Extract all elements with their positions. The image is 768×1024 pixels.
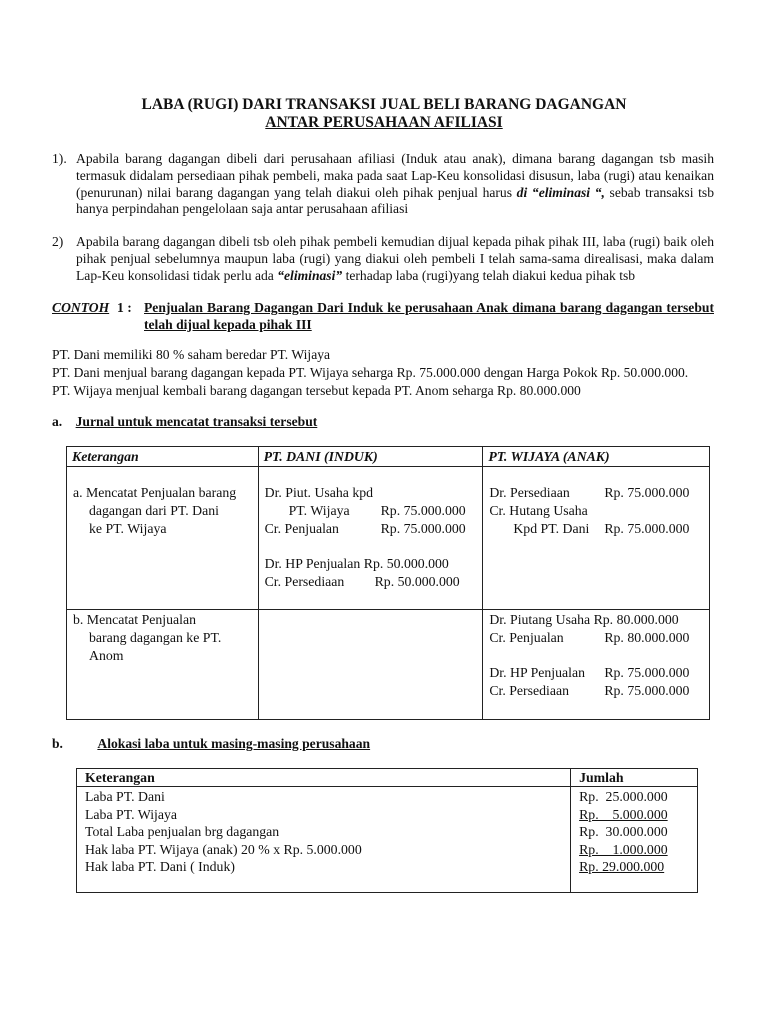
journal-row-b [67, 610, 710, 720]
journal-entry-label: Dr. HP Penjualan [264, 556, 361, 571]
journal-header-keterangan: Keterangan [67, 447, 259, 467]
journal-entry-amount: Rp. 75.000.000 [380, 503, 466, 518]
journal-entry [489, 664, 703, 682]
allocation-label: Total Laba penjualan brg dagangan [85, 824, 280, 839]
journal-entry [265, 520, 477, 538]
journal-entry-amount: Rp. 75.000.000 [380, 521, 466, 536]
point-1-number: 1). [52, 151, 67, 166]
document-title [0, 96, 768, 131]
point-1-text [52, 151, 714, 218]
journal-entry [489, 629, 703, 647]
journal-entry-amount: Rp. 80.000.000 [593, 612, 679, 627]
journal-row-b-desc-line: barang dagangan ke PT. [89, 630, 222, 645]
allocation-amount [579, 841, 689, 859]
allocation-body-row [77, 787, 698, 893]
point-1-emphasis: di “eliminasi “, [516, 184, 605, 200]
journal-entry-label: Cr. Persediaan [489, 683, 570, 698]
journal-entry-label: Kpd PT. Dani [513, 521, 590, 536]
journal-entry-label: Cr. Hutang Usaha [489, 503, 588, 518]
journal-row-a-desc-line: dagangan dari PT. Dani [89, 503, 220, 518]
journal-entry-label: Dr. Piutang Usaha [489, 612, 591, 627]
example-label: CONTOH [52, 300, 110, 315]
example-heading [52, 299, 714, 335]
allocation-amount: Rp. 30.000.000 [579, 824, 668, 839]
journal-entry-label: PT. Wijaya [288, 503, 350, 518]
allocation-amount-underlined: Rp. 1.000.000 [579, 841, 668, 857]
allocation-header-jumlah: Jumlah [571, 769, 698, 787]
allocation-header-row [77, 769, 698, 787]
journal-header-dani: PT. DANI (INDUK) [258, 447, 483, 467]
allocation-label: Laba PT. Dani [85, 789, 165, 804]
allocation-label: Laba PT. Wijaya [85, 806, 178, 822]
point-1-text-before: Apabila barang dagangan dibeli dari perusahaan afiliasi (Induk atau anak), dimana barang dagangan tsb masih termasuk didalam persediaan pihak pembeli, maka pada saat Lap-Keu konsolidasi disusun, laba (rugi) atau kenaikan (penurunan) nilai barang dagangan yang telah diakui oleh pihak penjual harus [76, 151, 714, 200]
fact-1: PT. Dani memiliki 80 % saham beredar PT. Wijaya [52, 347, 331, 362]
example-description: Penjualan Barang Dagangan Dari Induk ke perusahaan Anak dimana barang dagangan tersebut telah dijual kepada pihak III [144, 300, 714, 332]
section-b-heading [52, 735, 370, 752]
point-2-number: 2) [52, 234, 64, 249]
fact-3: PT. Wijaya menjual kembali barang dagangan tersebut kepada PT. Anom seharga Rp. 80.000.000 [52, 383, 581, 398]
journal-entry-label: Dr. Piut. Usaha kpd [264, 485, 374, 500]
journal-entry [265, 555, 477, 573]
allocation-amount [579, 806, 689, 824]
journal-entry-label: Dr. Persediaan [489, 485, 570, 500]
point-2-text [52, 234, 714, 284]
section-b-letter: b. [52, 736, 63, 751]
journal-entry [489, 484, 703, 502]
allocation-amount [579, 858, 689, 876]
allocation-label: Hak laba PT. Dani ( Induk) [85, 859, 235, 874]
journal-entry-label: Dr. HP Penjualan [489, 665, 586, 680]
fact-2: PT. Dani menjual barang dagangan kepada PT. Wijaya seharga Rp. 75.000.000 dengan Harga Pokok Rp. 50.000.000. [52, 365, 689, 380]
title-line-1: LABA (RUGI) DARI TRANSAKSI JUAL BELI BARANG DAGANGAN [141, 96, 627, 113]
journal-entry [489, 520, 703, 538]
journal-entry-amount: Rp. 75.000.000 [604, 485, 690, 500]
section-a-heading [52, 413, 317, 430]
journal-entry-amount: Rp. 75.000.000 [604, 665, 690, 680]
journal-table [66, 446, 710, 720]
allocation-amounts [571, 787, 698, 893]
journal-row-b-wijaya [483, 610, 710, 720]
point-1 [52, 151, 714, 218]
point-1-text-after: sebab transaksi tsb hanya perpindahan pengelolaan saja antar perusahaan afiliasi [76, 184, 714, 217]
journal-header-wijaya: PT. WIJAYA (ANAK) [483, 447, 710, 467]
example-number: 1 : [117, 300, 132, 315]
journal-row-b-keterangan [67, 610, 259, 720]
allocation-amount-underlined: Rp. 29.000.000 [579, 859, 665, 874]
journal-entry-amount: Rp. 50.000.000 [374, 574, 460, 589]
allocation-header-keterangan: Keterangan [77, 769, 571, 787]
allocation-labels [77, 787, 571, 893]
journal-row-a-dani [258, 467, 483, 610]
journal-header-row [67, 447, 710, 467]
journal-spacer [489, 647, 703, 664]
journal-entry-amount: Rp. 80.000.000 [604, 630, 690, 645]
journal-entry [265, 573, 477, 591]
allocation-amount-underlined: Rp. 5.000.000 [579, 806, 668, 822]
journal-entry-label: Cr. Penjualan [264, 521, 339, 536]
journal-row-a-desc-line: a. Mencatat Penjualan barang [73, 485, 237, 500]
journal-spacer [265, 538, 477, 555]
section-a-title: Jurnal untuk mencatat transaksi tersebut [75, 414, 318, 429]
journal-entry [489, 682, 703, 700]
point-2-text-before: Apabila barang dagangan dibeli tsb oleh pihak pembeli kemudian dijual kepada pihak pihak III, laba (rugi) baik oleh pihak penjual sebelumnya maupun laba (rugi) yang diakui oleh pembeli I telah sama-sama direalisasi, maka dalam Lap-Keu konsolidasi tidak perlu ada [76, 234, 714, 283]
journal-entry-amount: Rp. 75.000.000 [604, 683, 690, 698]
journal-row-a-wijaya [483, 467, 710, 610]
journal-row-a-desc-line: ke PT. Wijaya [89, 521, 167, 536]
journal-row-a [67, 467, 710, 610]
title-line-2: ANTAR PERUSAHAAN AFILIASI [265, 114, 503, 131]
journal-entry [489, 611, 703, 629]
point-2-text-after: terhadap laba (rugi)yang telah diakui kedua pihak tsb [342, 267, 636, 283]
point-2-emphasis: “eliminasi” [277, 267, 343, 283]
journal-entry [265, 484, 477, 502]
journal-entry [489, 502, 703, 520]
allocation-label: Hak laba PT. Wijaya (anak) 20 % x Rp. 5.000.000 [85, 841, 362, 857]
section-a-letter: a. [52, 414, 63, 429]
journal-entry-label: Cr. Penjualan [489, 630, 564, 645]
journal-row-b-desc-line: b. Mencatat Penjualan [73, 612, 196, 627]
journal-entry-label: Cr. Persediaan [264, 574, 345, 589]
allocation-amount: Rp. 25.000.000 [579, 789, 668, 804]
allocation-table [76, 768, 698, 893]
journal-row-b-dani [258, 610, 483, 720]
journal-entry-amount: Rp. 50.000.000 [363, 556, 449, 571]
journal-entry [265, 502, 477, 520]
journal-row-a-keterangan [67, 467, 259, 610]
journal-row-b-desc-line: Anom [89, 648, 124, 663]
journal-entry-amount: Rp. 75.000.000 [604, 521, 690, 536]
section-b-title: Alokasi laba untuk masing-masing perusahaan [97, 736, 371, 751]
point-2 [52, 234, 714, 284]
